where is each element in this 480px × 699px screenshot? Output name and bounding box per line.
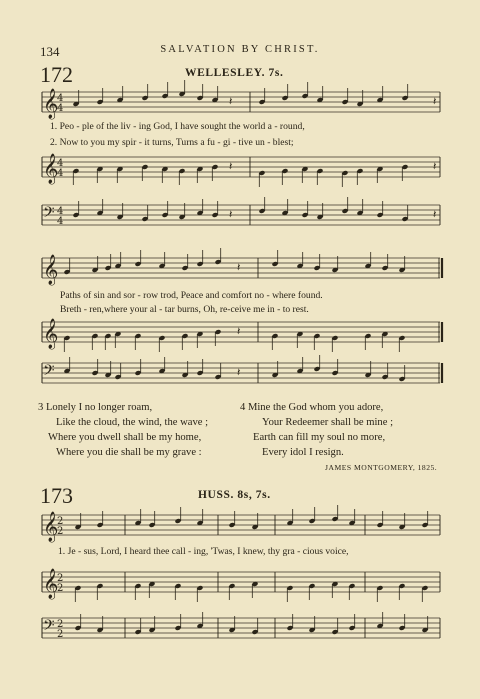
staff-173-1-bass-bass-clef-icon: 𝄢	[43, 617, 55, 638]
lyric-172-1-verse1: 1. Peo - ple of the liv - ing God, I have sought the world a - round,	[50, 121, 305, 132]
staff-173-1-alto-treble-clef-icon: 𝄞	[43, 569, 59, 599]
staff-172-1-alto-treble-clef-icon: 𝄞	[43, 154, 59, 184]
notes-172-1-bass-rest-icon-1: 𝄽	[433, 208, 437, 221]
notes-172-1-alto-rest-icon-1: 𝄽	[433, 160, 437, 173]
staff-172-1-alto-time-bottom: 4	[57, 168, 64, 179]
lyric-172-2-verse1: Paths of sin and sor - row trod, Peace and comfort no - where found.	[60, 290, 323, 301]
stanza-3-line-1: 3 Lonely I no longer roam,	[38, 402, 153, 413]
notes-172-2-treble-rest-icon-0: 𝄽	[237, 261, 241, 274]
tune-name-huss: HUSS. 8s, 7s.	[198, 489, 271, 501]
staff-173-1-alto-time-bottom: 2	[57, 583, 64, 594]
staff-173-1-treble-time-bottom: 2	[57, 526, 64, 537]
hymn-number-172: 172	[40, 62, 73, 87]
staff-172-1-treble-treble-clef-icon: 𝄞	[43, 89, 59, 119]
staff-172-1-bass-time-top: 4	[57, 206, 64, 217]
staff-172-2-alto	[42, 322, 440, 342]
notes-172-1-alto-rest-icon-0: 𝄽	[229, 160, 233, 173]
lyric-173-1-verse1: 1. Je - sus, Lord, I heard thee call - ing, 'Twas, I knew, thy gra - cious voice,	[58, 546, 349, 557]
running-title: SALVATION BY CHRIST.	[160, 44, 320, 55]
staff-173-1-treble-time-top: 2	[57, 516, 64, 527]
staff-172-2-treble-treble-clef-icon: 𝄞	[43, 255, 59, 285]
staff-172-1-treble-time-top: 4	[57, 93, 64, 104]
stanza-4-line-1: 4 Mine the God whom you adore,	[240, 402, 384, 413]
tune-name-wellesley: WELLESLEY. 7s.	[185, 67, 284, 79]
staff-172-2-bass-bass-clef-icon: 𝄢	[43, 362, 55, 383]
notes-172-2-alto-rest-icon-0: 𝄽	[237, 325, 241, 338]
lyric-172-1-verse2: 2. Now to you my spir - it turns, Turns a fu - gi - tive un - blest;	[50, 137, 294, 148]
staff-172-2-alto-treble-clef-icon: 𝄞	[43, 319, 59, 349]
staff-173-1-treble-treble-clef-icon: 𝄞	[43, 512, 59, 542]
stanza-4-line-3: Earth can fill my soul no more,	[253, 432, 386, 443]
notes-172-1-treble-rest-icon-0: 𝄽	[229, 95, 233, 108]
lyric-172-2-verse2: Breth - ren,where your al - tar burns, Oh, re-ceive me in - to rest.	[60, 304, 309, 315]
stanza-3-line-4: Where you die shall be my grave :	[56, 447, 202, 458]
author-credit: JAMES MONTGOMERY, 1825.	[325, 463, 438, 472]
stanza-4-line-4: Every idol I resign.	[262, 447, 344, 458]
staff-172-2-bass	[42, 363, 440, 383]
page-number: 134	[40, 44, 60, 59]
staff-173-1-bass-time-bottom: 2	[57, 629, 64, 640]
staff-172-1-treble-time-bottom: 4	[57, 103, 64, 114]
staff-173-1-bass-time-top: 2	[57, 619, 64, 630]
notes-172-1-bass-rest-icon-0: 𝄽	[229, 208, 233, 221]
notes-172-1-treble-rest-icon-1: 𝄽	[433, 95, 437, 108]
staff-172-1-bass-time-bottom: 4	[57, 216, 64, 227]
staff-172-1-alto-time-top: 4	[57, 158, 64, 169]
staff-172-1-bass-bass-clef-icon: 𝄢	[43, 204, 55, 225]
staff-173-1-alto-time-top: 2	[57, 573, 64, 584]
stanza-3-line-3: Where you dwell shall be my home,	[48, 432, 202, 443]
hymn-number-173: 173	[40, 483, 73, 508]
stanza-4-line-2: Your Redeemer shall be mine ;	[262, 417, 394, 428]
stanza-3-line-2: Like the cloud, the wind, the wave ;	[56, 417, 209, 428]
staff-172-2-treble	[42, 258, 440, 278]
notes-172-2-bass-rest-icon-0: 𝄽	[237, 366, 241, 379]
